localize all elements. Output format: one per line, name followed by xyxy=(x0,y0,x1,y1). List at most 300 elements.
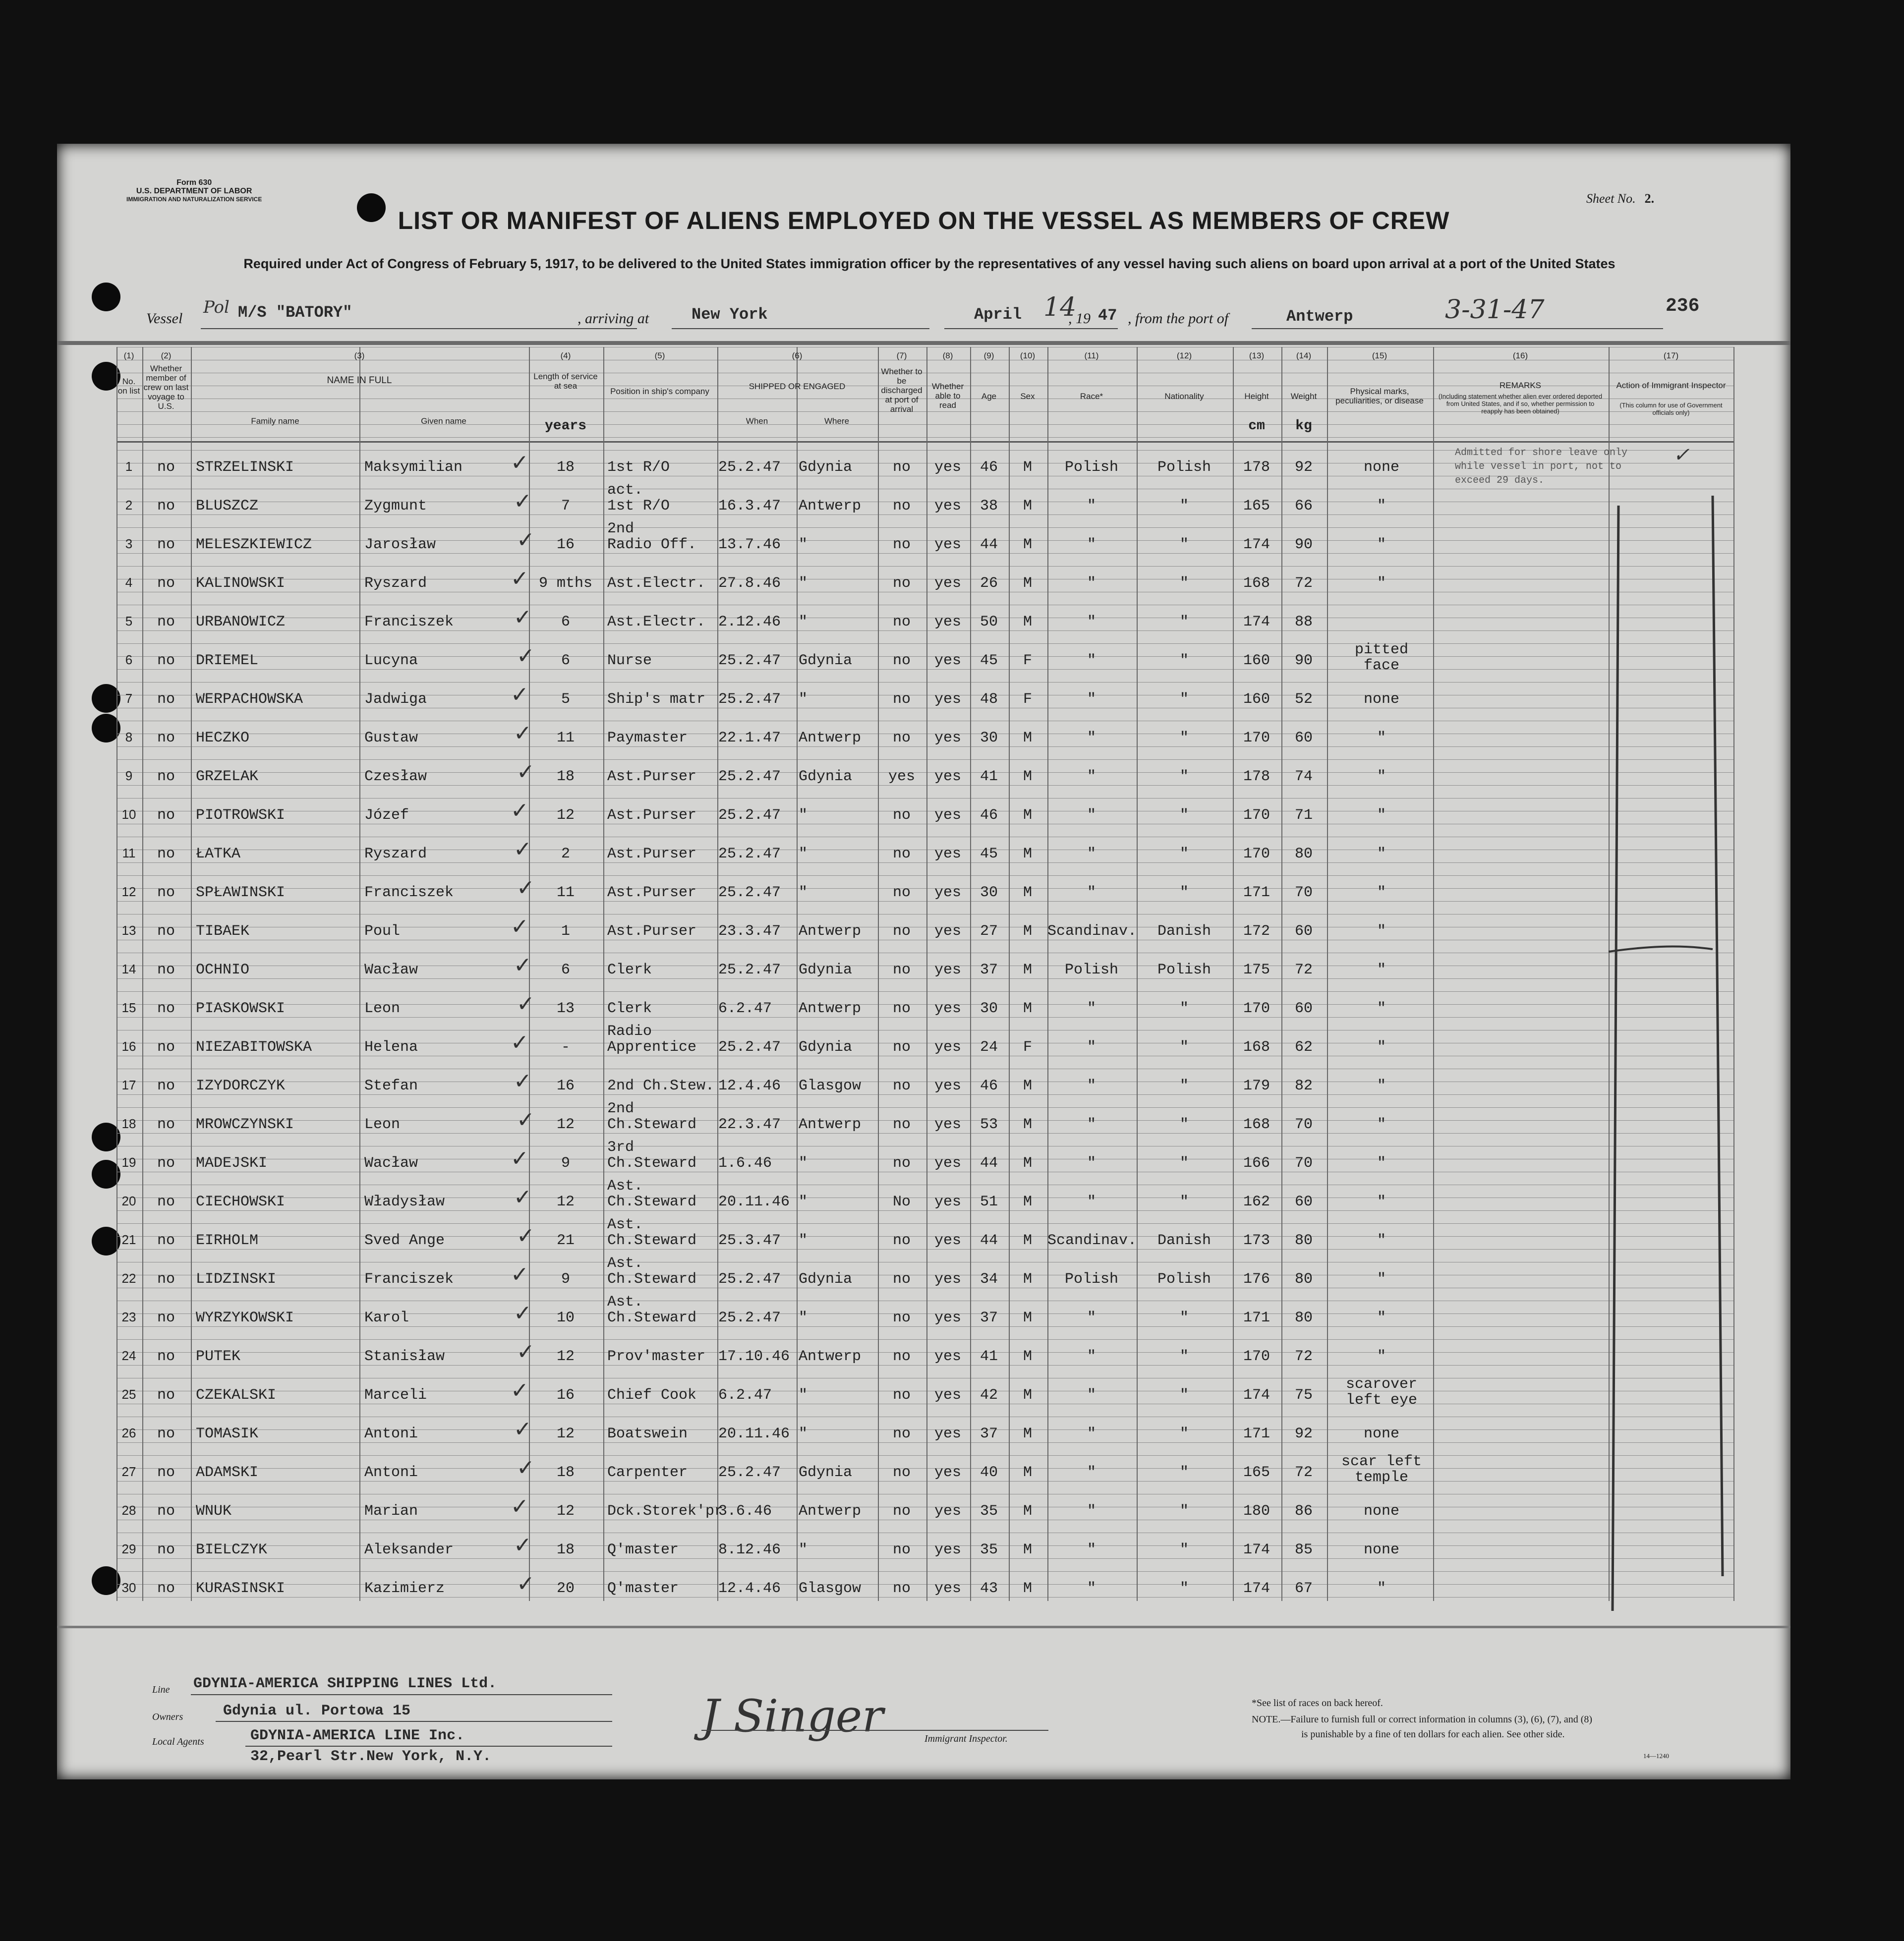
fine-note-cont: is punishable by a fine of ten dollars for each alien. See other side. xyxy=(1301,1729,1565,1740)
check-mark: ✓ xyxy=(517,1571,535,1597)
cell-sex: M xyxy=(1023,923,1032,940)
cell-nat: Polish xyxy=(1157,459,1212,476)
column-divider xyxy=(191,347,192,1601)
cell-when: 12.4.46 xyxy=(718,1580,781,1597)
cell-when: 25.2.47 xyxy=(718,768,781,785)
check-mark: ✓ xyxy=(514,489,532,514)
check-mark: ✓ xyxy=(517,759,535,785)
column-divider xyxy=(359,347,360,1601)
cell-family: WNUK xyxy=(196,1503,232,1520)
cell-height: 174 xyxy=(1243,614,1270,630)
cell-race: " xyxy=(1087,1426,1096,1442)
cell-nat: " xyxy=(1179,1464,1189,1481)
cell-marks: pitted xyxy=(1354,641,1409,658)
check-mark: ✓ xyxy=(514,1417,532,1442)
vessel-handwritten: Pol xyxy=(203,297,230,317)
cell-disch: no xyxy=(892,1387,911,1404)
stamp-number: 236 xyxy=(1666,295,1700,317)
cell-sex: M xyxy=(1023,1116,1032,1133)
cell-height: 174 xyxy=(1243,1580,1270,1597)
cell-marks: none xyxy=(1363,1426,1399,1442)
cell-family: MADEJSKI xyxy=(196,1155,268,1172)
cell-height: 178 xyxy=(1243,459,1270,476)
cell-weight: 70 xyxy=(1294,884,1313,901)
cell-where: " xyxy=(799,1232,808,1249)
cell-family: BLUSZCZ xyxy=(196,498,259,514)
cell-family: LIDZINSKI xyxy=(196,1271,277,1288)
cell-where: " xyxy=(799,1541,808,1558)
cell-service: 12 xyxy=(556,1194,575,1210)
form-department xyxy=(126,178,262,204)
cell-race: " xyxy=(1087,614,1096,630)
cell-position: Prov'master xyxy=(607,1348,706,1365)
cell-nat: " xyxy=(1179,614,1189,630)
col-number: (12) xyxy=(1176,351,1192,360)
cell-disch: no xyxy=(892,1155,911,1172)
cell-given: Franciszek xyxy=(364,884,454,901)
cell-prev: no xyxy=(157,1426,175,1442)
owners-value: Gdynia ul. Portowa 15 xyxy=(223,1703,411,1719)
cell-where: Antwerp xyxy=(799,1503,862,1520)
cell-disch: yes xyxy=(888,768,915,785)
cell-race: " xyxy=(1087,691,1096,708)
table-top-rule xyxy=(57,341,1790,345)
cell-given: Wacław xyxy=(364,1155,418,1172)
cell-sex: F xyxy=(1023,691,1032,708)
cell-marks-line2: left eye xyxy=(1345,1392,1418,1409)
col-number: (16) xyxy=(1512,351,1528,360)
cell-disch: no xyxy=(892,1503,911,1520)
cell-when: 13.7.46 xyxy=(718,536,781,553)
arriving-port: New York xyxy=(692,305,768,324)
cell-no: 13 xyxy=(121,923,136,938)
header-weight: Weight xyxy=(1290,392,1317,401)
cell-when: 25.2.47 xyxy=(718,691,781,708)
cell-no: 6 xyxy=(125,652,133,667)
cell-where: Gdynia xyxy=(799,459,853,476)
cell-nat: " xyxy=(1179,1155,1189,1172)
cell-where: " xyxy=(799,1426,808,1442)
cell-service: 20 xyxy=(556,1580,575,1597)
cell-when: 23.3.47 xyxy=(718,923,781,940)
cell-position: Ship's matr xyxy=(607,691,706,708)
cell-position: Ch.Steward xyxy=(607,1194,697,1210)
cell-nat: " xyxy=(1179,1194,1189,1210)
line-value: GDYNIA-AMERICA SHIPPING LINES Ltd. xyxy=(193,1675,497,1692)
header-physical-marks: Physical marks, peculiarities, or disease xyxy=(1335,387,1424,405)
cell-no: 26 xyxy=(121,1426,136,1440)
cell-where: Glasgow xyxy=(799,1580,862,1597)
cell-read: yes xyxy=(934,1387,961,1404)
cell-family: ŁATKA xyxy=(196,846,241,862)
vessel-line xyxy=(201,328,637,329)
cell-race: Scandinav. xyxy=(1047,1232,1137,1249)
cell-prev: no xyxy=(157,536,175,553)
cell-prev: no xyxy=(157,923,175,940)
cell-weight: 52 xyxy=(1294,691,1313,708)
cell-height: 170 xyxy=(1243,1348,1270,1365)
cell-service: 12 xyxy=(556,1348,575,1365)
cell-age: 35 xyxy=(980,1503,998,1520)
cell-nat: " xyxy=(1179,1000,1189,1017)
cell-read: yes xyxy=(934,1039,961,1056)
arrival-year: 47 xyxy=(1098,306,1117,325)
cell-height: 173 xyxy=(1243,1232,1270,1249)
cell-nat: " xyxy=(1179,1541,1189,1558)
check-mark: ✓ xyxy=(517,1339,535,1365)
cell-when: 22.3.47 xyxy=(718,1116,781,1133)
cell-no: 17 xyxy=(121,1078,136,1092)
cell-given: Kazimierz xyxy=(364,1580,445,1597)
cell-weight: 67 xyxy=(1294,1580,1313,1597)
inspector-label: Immigrant Inspector. xyxy=(924,1733,1008,1744)
header-family-name: Family name xyxy=(251,416,299,426)
header-name-in-full: NAME IN FULL xyxy=(327,375,392,386)
cell-prev: no xyxy=(157,614,175,630)
cell-position: Ast.Purser xyxy=(607,923,697,940)
cell-prev: no xyxy=(157,652,175,669)
cell-position: 1st R/O xyxy=(607,498,670,514)
cell-family: WERPACHOWSKA xyxy=(196,691,303,708)
cell-nat: Danish xyxy=(1157,1232,1212,1249)
cell-marks: " xyxy=(1377,730,1386,746)
cell-read: yes xyxy=(934,1348,961,1365)
cell-prev: no xyxy=(157,1194,175,1210)
cell-race: " xyxy=(1087,1310,1096,1326)
cell-where: Gdynia xyxy=(799,652,853,669)
cell-position: Q'master xyxy=(607,1541,679,1558)
cell-race: " xyxy=(1087,884,1096,901)
check-mark: ✓ xyxy=(514,605,532,630)
agents-value: GDYNIA-AMERICA LINE Inc. xyxy=(250,1727,465,1744)
cell-no: 9 xyxy=(125,768,133,783)
cell-race: " xyxy=(1087,730,1096,746)
cell-family: EIRHOLM xyxy=(196,1232,259,1249)
cell-marks: none xyxy=(1363,1541,1399,1558)
cell-race: " xyxy=(1087,807,1096,824)
cell-nat: " xyxy=(1179,1503,1189,1520)
agents-address: 32,Pearl Str.New York, N.Y. xyxy=(250,1748,492,1765)
cell-service: 5 xyxy=(561,691,570,708)
races-note: *See list of races on back hereof. xyxy=(1252,1698,1383,1709)
check-mark: ✓ xyxy=(511,1494,529,1519)
cell-when: 6.2.47 xyxy=(718,1000,772,1017)
cell-service: 9 xyxy=(561,1155,570,1172)
cell-family: PIASKOWSKI xyxy=(196,1000,286,1017)
cell-when: 6.2.47 xyxy=(718,1387,772,1404)
cell-weight: 92 xyxy=(1294,459,1313,476)
header-position: Position in ship's company xyxy=(610,387,709,396)
cell-position: Ch.Steward xyxy=(607,1310,697,1326)
check-mark: ✓ xyxy=(514,1301,532,1326)
header-where: Where xyxy=(824,416,850,426)
cell-sex: M xyxy=(1023,1271,1032,1288)
check-mark: ✓ xyxy=(514,837,532,862)
cell-nat: " xyxy=(1179,1310,1189,1326)
cell-age: 34 xyxy=(980,1271,998,1288)
check-mark: ✓ xyxy=(517,643,535,669)
cell-read: yes xyxy=(934,807,961,824)
cell-sex: M xyxy=(1023,807,1032,824)
cell-family: CIECHOWSKI xyxy=(196,1194,286,1210)
cell-no: 11 xyxy=(122,846,136,860)
cell-height: 171 xyxy=(1243,1426,1270,1442)
cell-disch: no xyxy=(892,923,911,940)
cell-weight: 80 xyxy=(1294,1310,1313,1326)
header-when: When xyxy=(746,416,768,426)
cell-where: Antwerp xyxy=(799,1000,862,1017)
cell-prev: no xyxy=(157,1232,175,1249)
cell-read: yes xyxy=(934,1194,961,1210)
cell-when: 27.8.46 xyxy=(718,575,781,592)
cell-read: yes xyxy=(934,536,961,553)
cell-when: 1.6.46 xyxy=(718,1155,772,1172)
cell-marks: " xyxy=(1377,1194,1386,1210)
cell-marks: " xyxy=(1377,807,1386,824)
cell-family: PUTEK xyxy=(196,1348,241,1365)
header-shipped-engaged: SHIPPED OR ENGAGED xyxy=(749,382,846,391)
cell-weight: 74 xyxy=(1294,768,1313,785)
cell-race: " xyxy=(1087,1039,1096,1056)
cell-no: 27 xyxy=(121,1464,136,1479)
cell-nat: " xyxy=(1179,1039,1189,1056)
cell-sex: M xyxy=(1023,1348,1032,1365)
cell-no: 29 xyxy=(121,1541,136,1556)
cell-position: Dck.Storek'pr xyxy=(607,1503,724,1520)
col-number: (4) xyxy=(560,351,571,360)
cell-position: Carpenter xyxy=(607,1464,688,1481)
page-subtitle: Required under Act of Congress of February 5, 1917, to be delivered to the United States immigration officer by the representatives of any vessel having such aliens on board upon arrival at a port of the United States xyxy=(243,256,1616,271)
cell-weight: 72 xyxy=(1294,575,1313,592)
cell-sex: M xyxy=(1023,1541,1032,1558)
cell-service: 6 xyxy=(561,652,570,669)
cell-when: 8.12.46 xyxy=(718,1541,781,1558)
check-mark: ✓ xyxy=(511,798,529,823)
cell-where: " xyxy=(799,1155,808,1172)
cell-prev: no xyxy=(157,1078,175,1094)
cell-when: 20.11.46 xyxy=(718,1426,790,1442)
cell-where: " xyxy=(799,536,808,553)
cell-read: yes xyxy=(934,1078,961,1094)
cell-age: 45 xyxy=(980,652,998,669)
cell-position: Ch.Steward xyxy=(607,1116,697,1133)
cell-marks: " xyxy=(1377,1348,1386,1365)
cell-no: 16 xyxy=(121,1039,136,1054)
cell-height: 160 xyxy=(1243,691,1270,708)
cell-no: 7 xyxy=(125,691,133,706)
cell-read: yes xyxy=(934,1155,961,1172)
cell-disch: no xyxy=(892,1426,911,1442)
cell-position: Ast.Purser xyxy=(607,884,697,901)
cell-sex: M xyxy=(1023,1464,1032,1481)
cell-service: 18 xyxy=(556,1464,575,1481)
cell-no: 2 xyxy=(125,498,133,513)
cell-sex: M xyxy=(1023,1426,1032,1442)
cell-weight: 92 xyxy=(1294,1426,1313,1442)
cell-weight: 70 xyxy=(1294,1155,1313,1172)
cell-position-prefix: Ast. xyxy=(607,1255,643,1272)
cell-prev: no xyxy=(157,1541,175,1558)
remarks-stamp: Admitted for shore leave only while vessel in port, not to exceed 29 days. xyxy=(1455,447,1628,486)
page-title: LIST OR MANIFEST OF ALIENS EMPLOYED ON THE VESSEL AS MEMBERS OF CREW xyxy=(398,207,1450,234)
cell-disch: no xyxy=(892,807,911,824)
cell-marks: " xyxy=(1377,1232,1386,1249)
cell-age: 30 xyxy=(980,730,998,746)
cell-given: Leon xyxy=(364,1000,401,1017)
cell-race: Polish xyxy=(1064,459,1119,476)
cell-nat: " xyxy=(1179,536,1189,553)
cell-age: 42 xyxy=(980,1387,998,1404)
cell-prev: no xyxy=(157,730,175,746)
cell-marks: " xyxy=(1377,1310,1386,1326)
cell-read: yes xyxy=(934,962,961,978)
cell-disch: no xyxy=(892,846,911,862)
check-mark: ✓ xyxy=(511,914,529,939)
cell-service: 1 xyxy=(561,923,570,940)
cell-read: yes xyxy=(934,1271,961,1288)
check-mark: ✓ xyxy=(514,1533,532,1558)
cell-position: Ch.Steward xyxy=(607,1271,697,1288)
cell-age: 44 xyxy=(980,536,998,553)
header-length-service: Length of service at sea xyxy=(533,372,598,391)
cell-weight: 60 xyxy=(1294,730,1313,746)
cell-given: Ryszard xyxy=(364,846,427,862)
cell-where: Glasgow xyxy=(799,1078,862,1094)
cell-position-prefix: Ast. xyxy=(607,1216,643,1233)
cell-height: 168 xyxy=(1243,1039,1270,1056)
cell-where: Gdynia xyxy=(799,962,853,978)
cell-where: " xyxy=(799,1194,808,1210)
cell-given: Czesław xyxy=(364,768,427,785)
arrival-month: April xyxy=(974,305,1022,324)
cell-disch: no xyxy=(892,575,911,592)
cell-service: 16 xyxy=(556,1078,575,1094)
cell-age: 41 xyxy=(980,768,998,785)
cell-age: 50 xyxy=(980,614,998,630)
cell-height: 174 xyxy=(1243,536,1270,553)
cell-weight: 60 xyxy=(1294,923,1313,940)
print-code: 14—1240 xyxy=(1643,1752,1669,1760)
cell-race: " xyxy=(1087,1541,1096,1558)
cell-disch: No xyxy=(892,1194,911,1210)
cell-where: Antwerp xyxy=(799,923,862,940)
cell-prev: no xyxy=(157,459,175,476)
cell-position: Ch.Steward xyxy=(607,1232,697,1249)
col-number: (10) xyxy=(1020,351,1036,360)
cell-family: KURASINSKI xyxy=(196,1580,286,1597)
cell-height: 170 xyxy=(1243,1000,1270,1017)
cell-family: OCHNIO xyxy=(196,962,250,978)
cell-sex: M xyxy=(1023,768,1032,785)
cell-disch: no xyxy=(892,1348,911,1365)
cell-prev: no xyxy=(157,498,175,514)
cell-when: 3.6.46 xyxy=(718,1503,772,1520)
cell-read: yes xyxy=(934,1116,961,1133)
cell-prev: no xyxy=(157,807,175,824)
cell-prev: no xyxy=(157,691,175,708)
check-mark: ✓ xyxy=(514,953,532,978)
cell-prev: no xyxy=(157,1464,175,1481)
check-mark: ✓ xyxy=(511,566,529,591)
cell-position: Apprentice xyxy=(607,1039,697,1056)
fine-note: NOTE.—Failure to furnish full or correct information in columns (3), (6), (7), and (8) xyxy=(1252,1714,1593,1725)
cell-race: Polish xyxy=(1064,962,1119,978)
col-number: (7) xyxy=(896,351,907,360)
cell-age: 44 xyxy=(980,1232,998,1249)
cell-when: 25.3.47 xyxy=(718,1232,781,1249)
cell-where: " xyxy=(799,575,808,592)
cell-family: WYRZYKOWSKI xyxy=(196,1310,294,1326)
cell-age: 24 xyxy=(980,1039,998,1056)
cell-prev: no xyxy=(157,1155,175,1172)
cell-read: yes xyxy=(934,1580,961,1597)
cell-service: 7 xyxy=(561,498,570,514)
cell-read: yes xyxy=(934,498,961,514)
header-sex: Sex xyxy=(1020,392,1035,401)
cell-read: yes xyxy=(934,459,961,476)
cell-prev: no xyxy=(157,575,175,592)
cell-given: Stanisław xyxy=(364,1348,445,1365)
cell-age: 41 xyxy=(980,1348,998,1365)
cell-race: " xyxy=(1087,1464,1096,1481)
cell-age: 27 xyxy=(980,923,998,940)
cell-height: 162 xyxy=(1243,1194,1270,1210)
cell-service: 13 xyxy=(556,1000,575,1017)
cell-when: 25.2.47 xyxy=(718,962,781,978)
cell-position: Ast.Purser xyxy=(607,807,697,824)
cell-disch: no xyxy=(892,730,911,746)
cell-read: yes xyxy=(934,614,961,630)
check-mark: ✓ xyxy=(517,1455,535,1481)
cell-marks: " xyxy=(1377,1155,1386,1172)
cell-race: " xyxy=(1087,652,1096,669)
cell-disch: no xyxy=(892,459,911,476)
cell-nat: " xyxy=(1179,807,1189,824)
cell-given: Władysław xyxy=(364,1194,445,1210)
header-given-name: Given name xyxy=(421,416,466,426)
cell-sex: M xyxy=(1023,536,1032,553)
cell-position: Ast.Purser xyxy=(607,768,697,785)
cell-where: Gdynia xyxy=(799,768,853,785)
cell-when: 12.4.46 xyxy=(718,1078,781,1094)
col-number: (6) xyxy=(792,351,803,360)
cell-where: Antwerp xyxy=(799,730,862,746)
cell-when: 25.2.47 xyxy=(718,459,781,476)
cell-age: 43 xyxy=(980,1580,998,1597)
cell-age: 26 xyxy=(980,575,998,592)
cell-service: 9 mths xyxy=(538,575,593,592)
cell-service: 21 xyxy=(556,1232,575,1249)
cell-height: 176 xyxy=(1243,1271,1270,1288)
cell-marks: " xyxy=(1377,575,1386,592)
cell-weight: 80 xyxy=(1294,1271,1313,1288)
cell-read: yes xyxy=(934,1232,961,1249)
header-height-unit: cm xyxy=(1248,418,1265,434)
cell-family: KALINOWSKI xyxy=(196,575,286,592)
column-divider xyxy=(1733,347,1734,1601)
cell-when: 25.2.47 xyxy=(718,1271,781,1288)
cell-race: " xyxy=(1087,498,1096,514)
check-mark: ✓ xyxy=(517,1223,535,1249)
cell-sex: M xyxy=(1023,1580,1032,1597)
check-mark: ✓ xyxy=(514,1185,532,1210)
cell-weight: 72 xyxy=(1294,962,1313,978)
cell-read: yes xyxy=(934,1464,961,1481)
cell-no: 23 xyxy=(121,1310,136,1324)
cell-marks: none xyxy=(1363,1503,1399,1520)
cell-disch: no xyxy=(892,1580,911,1597)
cell-position: Clerk xyxy=(607,962,652,978)
